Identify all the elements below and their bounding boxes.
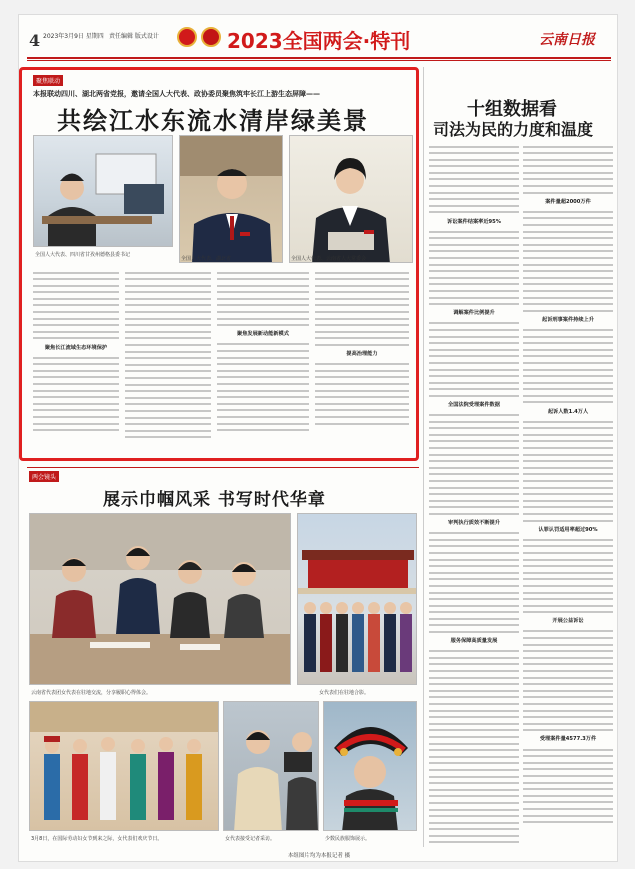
bottom-caption-1: 云南省代表团女代表在驻地交流，分享履职心得体会。 — [31, 690, 152, 696]
photo-caption-1: 全国人大代表、四川省甘孜州德格县委书记 — [35, 252, 131, 258]
photo-representative-2 — [179, 135, 283, 263]
right-subhead-5: 服务保障高质量发展 — [450, 638, 498, 645]
right-subhead-8: 起诉人数1.4万人 — [547, 408, 589, 415]
masthead — [19, 15, 619, 63]
bottom-caption-2: 女代表们在驻地合影。 — [319, 690, 370, 696]
special-edition-title: 2023全国两会·特刊 — [227, 29, 411, 53]
photo-interview — [223, 701, 319, 831]
right-story-col-2 — [523, 143, 613, 847]
photo-caption-2: 全国人大代表、湖北省 — [181, 256, 232, 262]
bottom-section-tag: 两会镜头 — [29, 471, 59, 482]
masthead-rule — [27, 57, 611, 59]
right-story-col-1 — [429, 143, 519, 847]
photo-representative-3 — [289, 135, 413, 263]
date-line: 2023年3月9日 星期四 — [43, 33, 104, 40]
national-emblem-icon — [177, 27, 197, 47]
page-number: 4 — [29, 31, 41, 50]
bottom-caption-4: 女代表接受记者采访。 — [225, 836, 276, 842]
photo-delegates-meeting — [29, 513, 291, 685]
photo-festival-dance — [29, 701, 219, 831]
right-subhead-9: 认罪认罚适用率超过90% — [538, 526, 598, 533]
paper-logo: 云南日报 — [539, 32, 595, 48]
page-footer: 本组图片均为本报记者 摄 — [287, 853, 351, 859]
right-subhead-4: 审判执行质效不断提升 — [448, 520, 500, 527]
top-story-col-3 — [217, 269, 309, 449]
bottom-caption-5: 少数民族服饰展示。 — [325, 836, 371, 842]
right-subhead-6: 案件量超2000万件 — [545, 198, 591, 205]
top-subhead-3: 提高治理能力 — [346, 351, 378, 358]
masthead-rule-thin — [27, 60, 611, 61]
section-tag: 聚焦联动 — [33, 75, 63, 86]
photo-ethnic-headdress — [323, 701, 417, 831]
photo-representative-1 — [33, 135, 173, 247]
section-rule — [27, 467, 419, 468]
cppcc-emblem-icon — [201, 27, 221, 47]
right-subhead-10: 开展公益诉讼 — [552, 618, 584, 625]
newspaper-page — [18, 14, 618, 862]
editor-line: 责任编辑 版式设计 — [109, 33, 159, 40]
kicker: 本报联动四川、湖北两省党报，邀请全国人大代表、政协委员聚焦筑牢长江上游生态屏障—— — [33, 90, 320, 98]
right-headline-line2: 司法为民的力度和温度 — [433, 120, 594, 139]
top-story-col-2 — [125, 269, 211, 449]
right-subhead-1: 诉讼案件结案率近95% — [447, 218, 501, 225]
top-story-col-1 — [33, 269, 119, 449]
photo-group-tiananmen — [297, 513, 417, 685]
right-headline-line1: 十组数据看 — [467, 99, 557, 120]
right-subhead-11: 受理案件量4577.3万件 — [539, 736, 597, 743]
top-subhead-2: 聚焦发展新动能新模式 — [237, 331, 289, 338]
right-subhead-3: 全国法院受理案件数据 — [448, 401, 500, 408]
top-story-col-4 — [315, 269, 409, 449]
top-subhead-1: 聚焦长江流域生态环境保护 — [44, 344, 108, 351]
right-subhead-2: 调解案件比例提升 — [453, 310, 495, 317]
bottom-caption-3: 3月8日，在国际劳动妇女节到来之际，女代表们欢庆节日。 — [31, 836, 163, 842]
top-headline: 共绘江水东流水清岸绿美景 — [57, 107, 369, 135]
photo-caption-3: 全国人大代表、云南省人大常委会 — [291, 256, 367, 262]
column-divider — [423, 67, 424, 847]
right-subhead-7: 起诉刑事案件持续上升 — [542, 316, 594, 323]
bottom-headline: 展示巾帼风采 书写时代华章 — [103, 490, 326, 510]
